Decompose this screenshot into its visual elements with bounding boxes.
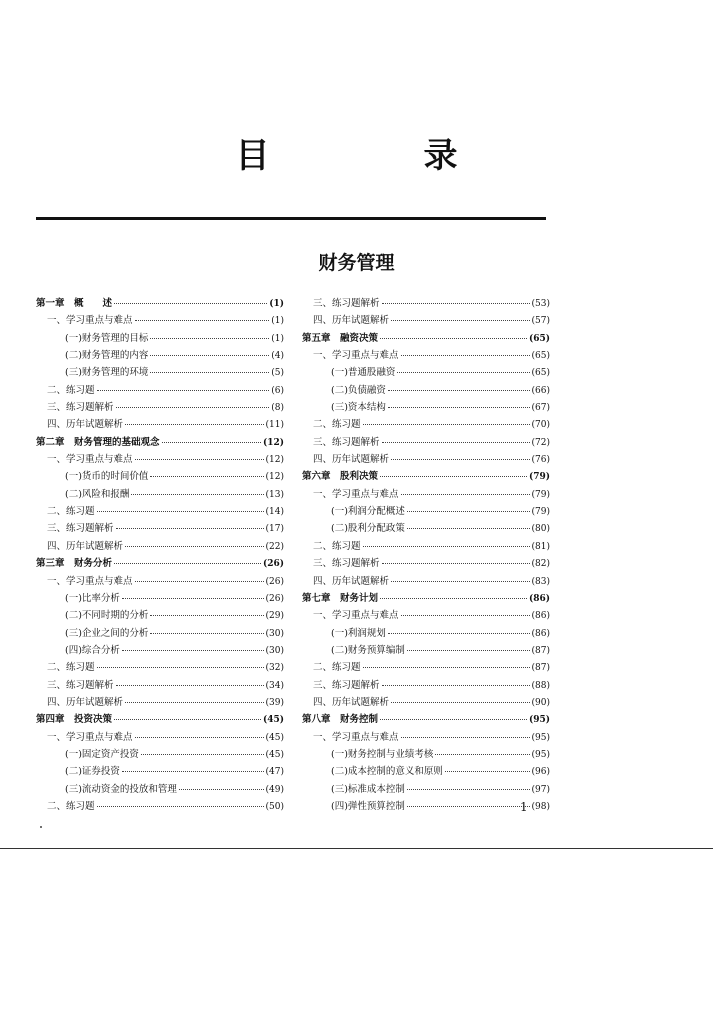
toc-leader-dots: [150, 633, 263, 634]
toc-entry-page: (45): [265, 749, 284, 760]
toc-entry-label: 二、练习题: [313, 540, 361, 552]
toc-entry-page: (87): [531, 663, 550, 674]
toc-entry-page: (8): [271, 403, 284, 414]
toc-leader-dots: [401, 737, 530, 738]
toc-leader-dots: [407, 650, 530, 651]
toc-leader-dots: [150, 615, 263, 616]
toc-leader-dots: [391, 320, 530, 321]
toc-entry-page: (50): [265, 801, 284, 812]
toc-entry-page: (49): [265, 784, 284, 795]
toc-entry-page: (34): [265, 680, 284, 691]
toc-leader-dots: [388, 633, 530, 634]
toc-entry: [302, 347, 550, 364]
toc-leader-dots: [116, 685, 264, 686]
toc-leader-dots: [122, 598, 264, 599]
toc-entry: [302, 295, 550, 312]
toc-leader-dots: [122, 650, 264, 651]
toc-leader-dots: [382, 563, 530, 564]
toc-leader-dots: [135, 737, 264, 738]
toc-entry: [36, 625, 284, 642]
toc-entry: [36, 312, 284, 329]
toc-leader-dots: [407, 806, 530, 807]
toc-entry-label: 第一章 概 述: [36, 298, 113, 309]
toc-entry-label: 一、学习重点与难点: [313, 350, 399, 362]
toc-entry-page: (76): [531, 455, 550, 466]
toc-entry: [36, 798, 284, 815]
toc-leader-dots: [363, 424, 530, 425]
toc-chapter-entry: [36, 434, 284, 451]
section-subtitle: 财务管理: [318, 252, 395, 274]
toc-entry-label: 三、练习题解析: [313, 558, 380, 570]
toc-entry-page: (6): [271, 385, 284, 396]
toc-entry-label: 四、历年试题解析: [47, 419, 124, 431]
toc-entry: [302, 573, 550, 590]
toc-entry-label: (三)企业之间的分析: [65, 627, 149, 639]
toc-entry-label: 二、练习题: [47, 800, 95, 812]
toc-entry-label: 第二章 财务管理的基础观念: [36, 436, 160, 448]
toc-entry-page: (45): [265, 732, 284, 743]
toc-leader-dots: [391, 459, 530, 460]
toc-entry-label: 一、学习重点与难点: [313, 731, 399, 743]
toc-leader-dots: [397, 372, 529, 373]
toc-entry-page: (12): [262, 437, 284, 448]
toc-entry-label: (四)弹性预算控制: [331, 800, 405, 812]
toc-entry: [302, 798, 550, 815]
toc-entry-page: (26): [265, 593, 284, 604]
toc-entry-page: (79): [531, 507, 550, 518]
toc-entry-page: (5): [271, 368, 284, 379]
toc-entry: [36, 503, 284, 520]
toc-entry: [302, 364, 550, 381]
toc-leader-dots: [135, 459, 264, 460]
toc-entry-label: 一、学习重点与难点: [313, 488, 399, 500]
toc-leader-dots: [97, 390, 270, 391]
toc-leader-dots: [114, 303, 267, 304]
toc-entry-page: (86): [531, 611, 550, 622]
toc-entry-page: (86): [531, 628, 550, 639]
toc-entry: [36, 573, 284, 590]
toc-entry-label: (四)综合分析: [65, 644, 120, 656]
toc-entry: [36, 486, 284, 503]
toc-entry-label: (二)负债融资: [331, 384, 386, 396]
toc-entry: [302, 677, 550, 694]
toc-entry-page: (72): [531, 437, 550, 448]
toc-entry-page: (79): [531, 489, 550, 500]
toc-entry-label: (一)比率分析: [65, 592, 120, 604]
toc-entry-label: 二、练习题: [47, 662, 95, 674]
toc-entry-page: (67): [531, 403, 550, 414]
toc-entry-label: 第五章 融资决策: [302, 332, 379, 344]
toc-entry-label: 三、练习题解析: [313, 436, 380, 448]
toc-leader-dots: [116, 528, 264, 529]
toc-entry: [302, 434, 550, 451]
toc-entry-page: (86): [528, 593, 550, 604]
toc-entry-label: 一、学习重点与难点: [313, 610, 399, 622]
toc-leader-dots: [391, 702, 530, 703]
toc-entry-label: (二)不同时期的分析: [65, 610, 149, 622]
toc-entry-label: 三、练习题解析: [313, 679, 380, 691]
toc-entry-label: 三、练习题解析: [47, 402, 114, 414]
toc-leader-dots: [114, 719, 261, 720]
toc-entry-label: 四、历年试题解析: [313, 696, 390, 708]
toc-entry-label: 四、历年试题解析: [313, 454, 390, 466]
toc-leader-dots: [116, 407, 270, 408]
toc-chapter-entry: [302, 590, 550, 607]
toc-entry-page: (82): [531, 559, 550, 570]
toc-entry-label: 一、学习重点与难点: [47, 315, 133, 327]
toc-leader-dots: [391, 581, 530, 582]
toc-entry-page: (65): [531, 368, 550, 379]
toc-leader-dots: [97, 806, 264, 807]
toc-chapter-entry: [36, 711, 284, 728]
toc-entry-label: 二、练习题: [313, 662, 361, 674]
toc-entry-page: (53): [531, 299, 550, 309]
toc-entry-label: 四、历年试题解析: [313, 315, 390, 327]
toc-entry-label: 四、历年试题解析: [47, 540, 124, 552]
toc-leader-dots: [150, 355, 269, 356]
toc-leader-dots: [382, 303, 530, 304]
toc-entry: [36, 468, 284, 485]
toc-entry-label: (二)财务预算编制: [331, 644, 405, 656]
toc-leader-dots: [125, 424, 264, 425]
toc-leader-dots: [388, 390, 530, 391]
toc-leader-dots: [401, 615, 530, 616]
toc-entry-label: 二、练习题: [47, 506, 95, 518]
toc-entry: [36, 399, 284, 416]
toc-entry-page: (26): [262, 559, 284, 570]
toc-leader-dots: [380, 476, 527, 477]
toc-leader-dots: [122, 771, 264, 772]
toc-entry: [302, 416, 550, 433]
toc-entry: [36, 416, 284, 433]
toc-leader-dots: [179, 789, 264, 790]
toc-leader-dots: [150, 338, 269, 339]
toc-leader-dots: [388, 407, 530, 408]
toc-entry-label: 第八章 财务控制: [302, 714, 379, 726]
toc-entry-label: (一)利润规划: [331, 627, 386, 639]
toc-entry: [36, 659, 284, 676]
toc-entry: [36, 763, 284, 780]
toc-entry-label: (二)风险和报酬: [65, 488, 130, 500]
title-divider: [36, 217, 546, 220]
toc-entry: [302, 538, 550, 555]
toc-leader-dots: [363, 667, 530, 668]
page-title: 目 录: [235, 136, 518, 176]
toc-entry: [302, 555, 550, 572]
toc-entry: [302, 607, 550, 624]
scan-speck: [40, 826, 42, 828]
toc-entry-label: 第四章 投资决策: [36, 714, 113, 726]
toc-entry-page: (30): [265, 628, 284, 639]
toc-entry-page: (32): [265, 663, 284, 674]
toc-chapter-entry: [36, 555, 284, 572]
toc-entry: [302, 486, 550, 503]
toc-leader-dots: [380, 719, 527, 720]
toc-chapter-entry: [36, 295, 284, 312]
toc-entry-page: (97): [531, 784, 550, 795]
toc-entry: [36, 451, 284, 468]
toc-entry: [36, 781, 284, 798]
toc-leader-dots: [150, 476, 263, 477]
toc-leader-dots: [363, 546, 530, 547]
toc-entry-page: (12): [265, 472, 284, 483]
toc-leader-dots: [125, 702, 264, 703]
toc-leader-dots: [162, 442, 261, 443]
toc-entry-page: (80): [531, 524, 550, 535]
toc-entry-page: (13): [265, 489, 284, 500]
toc-entry-page: (39): [265, 697, 284, 708]
toc-entry: [36, 520, 284, 537]
toc-entry-page: (90): [531, 697, 550, 708]
toc-entry-label: (三)资本结构: [331, 402, 386, 414]
toc-entry-label: 一、学习重点与难点: [47, 454, 133, 466]
toc-entry-label: 三、练习题解析: [47, 679, 114, 691]
toc-entry: [302, 659, 550, 676]
toc-entry-page: (17): [265, 524, 284, 535]
toc-entry-page: (79): [528, 472, 550, 483]
toc-entry-page: (47): [265, 767, 284, 778]
toc-entry: [36, 538, 284, 555]
toc-chapter-entry: [302, 468, 550, 485]
toc-entry-page: (11): [265, 420, 284, 431]
toc-entry: [36, 382, 284, 399]
toc-leader-dots: [141, 754, 264, 755]
toc-entry: [302, 503, 550, 520]
toc-entry-page: (95): [531, 732, 550, 743]
toc-entry-label: 一、学习重点与难点: [47, 575, 133, 587]
toc-entry: [302, 399, 550, 416]
toc-entry-page: (88): [531, 680, 550, 691]
toc-entry-page: (66): [531, 385, 550, 396]
toc-entry-label: (二)证券投资: [65, 766, 120, 778]
toc-entry: [36, 694, 284, 711]
toc-entry-label: (三)财务管理的环境: [65, 367, 149, 379]
toc-leader-dots: [407, 789, 530, 790]
toc-entry: [302, 694, 550, 711]
toc-entry: [302, 451, 550, 468]
toc-entry-page: (95): [531, 749, 550, 760]
toc-entry-page: (96): [531, 767, 550, 778]
toc-leader-dots: [445, 771, 530, 772]
toc-entry-page: (1): [271, 316, 284, 327]
toc-entry-label: 四、历年试题解析: [313, 575, 390, 587]
toc-entry-label: 三、练习题解析: [313, 298, 380, 309]
toc-leader-dots: [125, 546, 264, 547]
toc-entry: [36, 729, 284, 746]
toc-entry: [36, 590, 284, 607]
toc-chapter-entry: [302, 330, 550, 347]
toc-right-column: [302, 295, 550, 815]
toc-entry: [36, 642, 284, 659]
toc-entry-label: 第七章 财务计划: [302, 592, 379, 604]
toc-entry-label: 第三章 财务分析: [36, 558, 113, 570]
toc-entry-page: (26): [265, 576, 284, 587]
scan-edge-line: [0, 848, 713, 849]
toc-entry-page: (1): [269, 299, 284, 309]
toc-chapter-entry: [302, 711, 550, 728]
toc-entry: [302, 763, 550, 780]
toc-entry-label: 四、历年试题解析: [47, 696, 124, 708]
toc-entry-label: (二)财务管理的内容: [65, 350, 149, 362]
toc-leader-dots: [150, 372, 269, 373]
toc-leader-dots: [407, 528, 530, 529]
toc-entry: [36, 330, 284, 347]
toc-entry-label: (一)利润分配概述: [331, 506, 405, 518]
toc-entry-label: (二)成本控制的意义和原则: [331, 766, 443, 778]
page-number: 1: [520, 800, 528, 814]
toc-entry-label: 二、练习题: [47, 384, 95, 396]
toc-entry-label: 三、练习题解析: [47, 523, 114, 535]
toc-leader-dots: [401, 494, 530, 495]
toc-entry: [36, 746, 284, 763]
toc-leader-dots: [97, 511, 264, 512]
toc-entry: [302, 625, 550, 642]
toc-entry: [302, 642, 550, 659]
toc-entry-page: (81): [531, 541, 550, 552]
toc-entry: [36, 607, 284, 624]
toc-entry: [302, 729, 550, 746]
toc-entry: [36, 677, 284, 694]
toc-entry: [302, 312, 550, 329]
toc-entry-label: (二)股利分配政策: [331, 523, 405, 535]
toc-entry-label: 第六章 股利决策: [302, 471, 379, 483]
toc-entry-page: (65): [528, 333, 550, 344]
toc-leader-dots: [114, 563, 261, 564]
toc-leader-dots: [135, 581, 264, 582]
toc-leader-dots: [97, 667, 264, 668]
toc-entry-page: (45): [262, 715, 284, 726]
toc-entry-page: (12): [265, 455, 284, 466]
toc-leader-dots: [382, 685, 530, 686]
toc-entry-label: (三)流动资金的投放和管理: [65, 783, 177, 795]
toc-entry-label: (一)财务管理的目标: [65, 332, 149, 344]
toc-entry-page: (1): [271, 333, 284, 344]
toc-entry-page: (70): [531, 420, 550, 431]
toc-entry-label: (一)货币的时间价值: [65, 471, 149, 483]
toc-entry: [302, 382, 550, 399]
toc-entry-page: (29): [265, 611, 284, 622]
toc-entry: [302, 746, 550, 763]
toc-entry-page: (30): [265, 645, 284, 656]
toc-left-column: [36, 295, 284, 815]
toc-entry-label: (三)标准成本控制: [331, 783, 405, 795]
toc-entry-page: (65): [531, 351, 550, 362]
toc-entry: [36, 364, 284, 381]
toc-leader-dots: [131, 494, 263, 495]
toc-leader-dots: [435, 754, 529, 755]
toc-entry-page: (22): [265, 541, 284, 552]
toc-leader-dots: [401, 355, 530, 356]
toc-entry: [36, 347, 284, 364]
toc-leader-dots: [380, 338, 527, 339]
toc-leader-dots: [407, 511, 530, 512]
toc-entry-page: (98): [531, 801, 550, 812]
toc-entry-page: (57): [531, 316, 550, 327]
toc-entry-label: (一)财务控制与业绩考核: [331, 748, 434, 760]
toc-leader-dots: [380, 598, 527, 599]
toc-entry-page: (83): [531, 576, 550, 587]
toc-entry-label: (一)固定资产投资: [65, 748, 139, 760]
toc-leader-dots: [135, 320, 270, 321]
toc-entry-page: (95): [528, 715, 550, 726]
toc-entry-label: (一)普通股融资: [331, 367, 396, 379]
toc-entry: [302, 520, 550, 537]
toc-entry-page: (14): [265, 507, 284, 518]
toc-entry-page: (4): [271, 351, 284, 362]
toc-entry-label: 二、练习题: [313, 419, 361, 431]
toc-entry-page: (87): [531, 645, 550, 656]
toc-leader-dots: [382, 442, 530, 443]
toc-entry: [302, 781, 550, 798]
toc-entry-label: 一、学习重点与难点: [47, 731, 133, 743]
